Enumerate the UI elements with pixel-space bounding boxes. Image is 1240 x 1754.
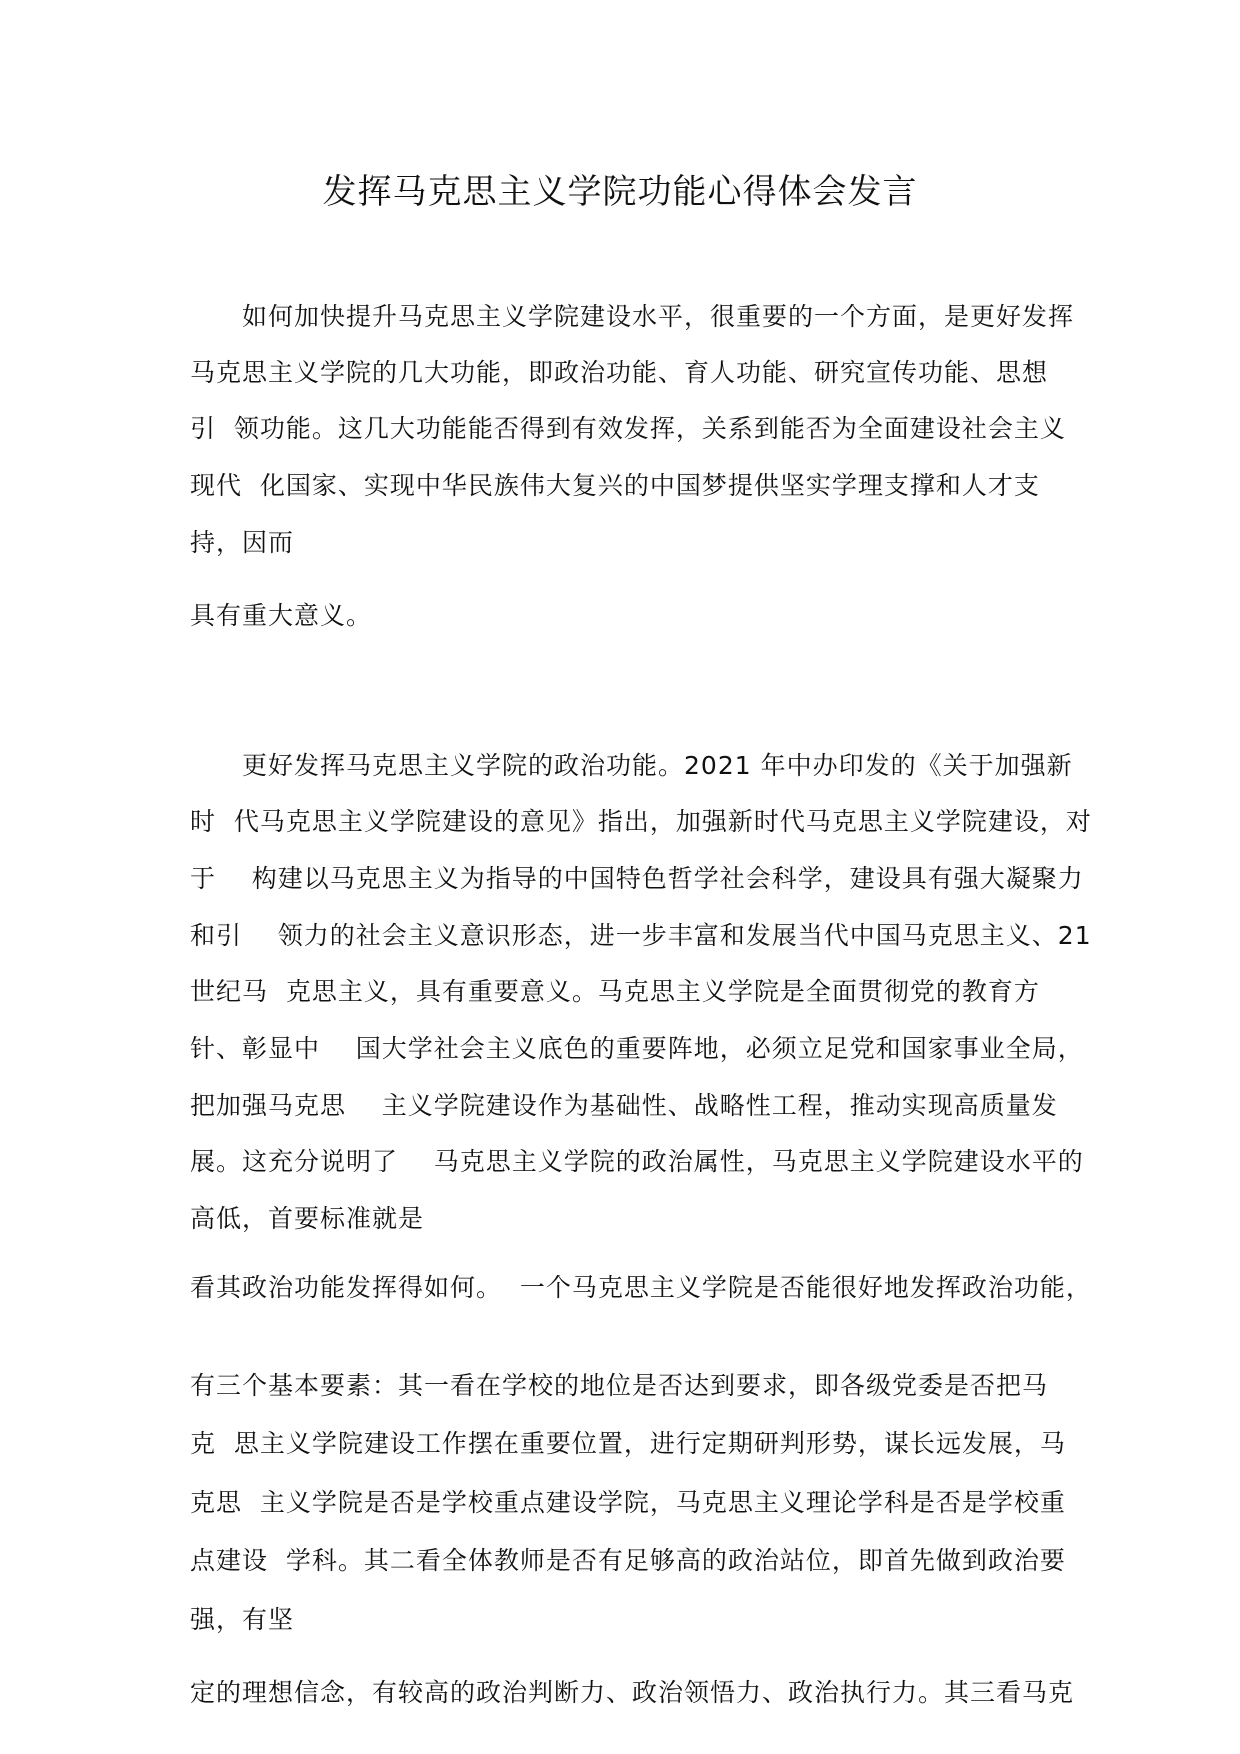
text-line: 具有重大意义。	[190, 601, 373, 630]
text-line: 强，有坚	[190, 1605, 295, 1634]
text-line: 看其政治功能发挥得如何。 一个马克思主义学院是否能很好地发挥政治功能，	[190, 1273, 1092, 1302]
text-line: 如何加快提升马克思主义学院建设水平，很重要的一个方面，是更好发挥	[190, 302, 1075, 331]
text-line: 针、彰显中 国大学社会主义底色的重要阵地，必须立足党和国家事业全局，	[190, 1034, 1084, 1063]
text-line: 和引 领力的社会主义意识形态，进一步丰富和发展当代中国马克思主义、21	[190, 921, 1092, 950]
text-line: 更好发挥马克思主义学院的政治功能。2021 年中办印发的《关于加强新	[190, 751, 1073, 780]
text-line: 现代 化国家、实现中华民族伟大复兴的中国梦提供坚实学理支撑和人才支	[190, 471, 1040, 500]
text-line: 克思 主义学院是否是学校重点建设学院，马克思主义理论学科是否是学校重	[190, 1488, 1066, 1517]
text-line: 持，因而	[190, 528, 295, 557]
text-line: 克 思主义学院建设工作摆在重要位置，进行定期研判形势，谋长远发展，马	[190, 1429, 1066, 1458]
text-line: 马克思主义学院的几大功能，即政治功能、育人功能、研究宣传功能、思想	[190, 358, 1049, 387]
text-line: 有三个基本要素：其一看在学校的地位是否达到要求，即各级党委是否把马	[190, 1371, 1049, 1400]
text-line: 把加强马克思 主义学院建设作为基础性、战略性工程，推动实现高质量发	[190, 1091, 1058, 1120]
text-line: 展。这充分说明了 马克思主义学院的政治属性，马克思主义学院建设水平的	[190, 1147, 1084, 1176]
text-line: 定的理想信念，有较高的政治判断力、政治领悟力、政治执行力。其三看马克	[190, 1678, 1075, 1707]
text-line: 高低，首要标准就是	[190, 1204, 425, 1233]
text-line: 时 代马克思主义学院建设的意见》指出，加强新时代马克思主义学院建设，对	[190, 807, 1092, 836]
text-line: 世纪马 克思主义，具有重要意义。马克思主义学院是全面贯彻党的教育方	[190, 977, 1040, 1006]
document-title: 发挥马克思主义学院功能心得体会发言	[322, 172, 918, 212]
text-line: 点建设 学科。其二看全体教师是否有足够高的政治站位，即首先做到政治要	[190, 1546, 1066, 1575]
text-line: 于 构建以马克思主义为指导的中国特色哲学社会科学，建设具有强大凝聚力	[190, 864, 1084, 893]
text-line: 引 领功能。这几大功能能否得到有效发挥，关系到能否为全面建设社会主义	[190, 414, 1066, 443]
